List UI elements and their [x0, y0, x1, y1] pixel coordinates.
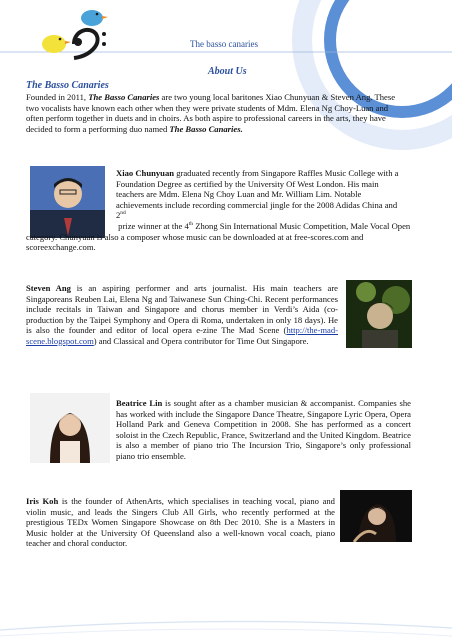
- intro-paragraph: Founded in 2011, The Basso Canaries are two young local baritones Xiao Chunyuan & Steven Ang. These two vocalists have known each other when they were private students of Mdm. Elena Ng Choy-Luan and often perform together in duets and in choirs. As both aspire to professional careers in the arts, they have decided to form a performing duo named The Basso Canaries.: [26, 92, 396, 134]
- iris-koh-photo: [340, 490, 412, 542]
- bio-steven-ang: Steven Ang is an aspiring performer and arts journalist. His main teachers are Singaporeans Reuben Lai, Elena Ng and Taiwanese Sun Ching-Chi. Recent performances include recitals in Taiwan and Singapore and chorus member in Verdi’s Aida (co-production by the Taipei Symphony and Opera di Roma, undertaken in only 18 days). He is also the founder and editor of local opera e-zine The Mad Scene (http://the-mad-scene.blogspot.com) and Classical and Opera contributor for Time Out Singapore.: [26, 283, 338, 346]
- section-title: The Basso Canaries: [26, 80, 109, 91]
- bio-xiao-chunyuan-cont: prize winner at the 4th Zhong Sin International Music Competition, Male Vocal Open category. Chunyuan is also a composer whose music can be downloaded at at free-scores.com and scoreexchange.com.: [26, 221, 411, 252]
- site-title: The basso canaries: [190, 39, 258, 49]
- basso-canaries-logo: [30, 4, 126, 60]
- bio-xiao-chunyuan: Xiao Chunyuan graduated recently from Singapore Raffles Music College with a Foundation Degree as certified by the University Of West London. His main teachers are Mdm. Elena Ng Choy Luan and Mr. William Lim. Notable achievements include recording commercial jingle for the 2008 Adidas China and 2nd: [116, 168, 399, 220]
- mad-scene-link[interactable]: http://the-mad-scene.blogspot.com: [26, 325, 338, 346]
- bottom-decoration: [0, 600, 452, 640]
- steven-ang-photo: [346, 280, 412, 348]
- bio-beatrice-lin: Beatrice Lin is sought after as a chamber musician & accompanist. Companies she has worked with include the Singapore Dance Theatre, Singapore Lyric Opera, Opera Holland Park and Geneva Competition in 2008. She has performed as a concert soloist in the Czech Republic, France, Switzerland and the United Kingdom. Beatrice is also a member of piano trio The Incursion Trio, Singapore’s only professional piano trio ensemble.: [116, 398, 411, 461]
- bio-iris-koh: Iris Koh is the founder of AthenArts, which specialises in teaching vocal, piano and violin music, and leads the Singers Club All Girls, who recently performed at the prestigious TEDx Women Singapore Showcase on 8th Dec 2010. She is a Masters in Music holder at the University Of Queensland also a well-known vocal coach, piano teacher and choral conductor.: [26, 496, 335, 548]
- page-title: About Us: [208, 66, 247, 77]
